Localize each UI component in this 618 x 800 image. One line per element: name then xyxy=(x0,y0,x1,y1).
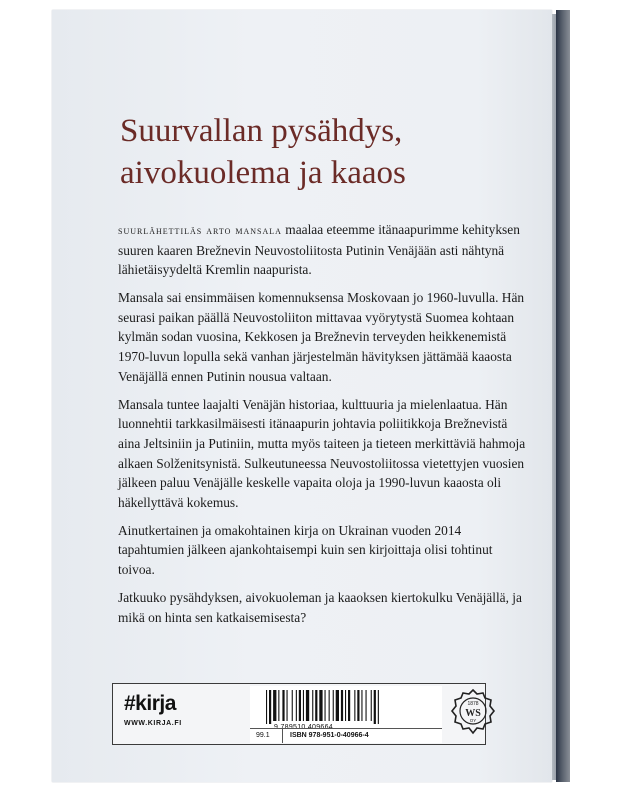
barcode-icon xyxy=(256,690,436,724)
barcode-bar xyxy=(292,690,293,721)
barcode-bar xyxy=(312,690,313,721)
barcode-bar xyxy=(266,690,267,724)
blurb xyxy=(118,220,530,636)
barcode-bar xyxy=(348,690,350,721)
seal-initials: WS xyxy=(465,708,481,719)
paragraph-1 xyxy=(118,220,530,280)
headline xyxy=(120,110,530,194)
barcode-bar xyxy=(296,690,297,721)
barcode-bar xyxy=(269,690,271,724)
paragraph-4: Ainutkertainen ja omakohtainen kirja on Ukrainan vuoden 2014 tapahtumien jälkeen ajankohtaisempi kuin sen kirjoittaja olisi tohtinut toivoa. xyxy=(118,522,493,577)
barcode-bar xyxy=(345,690,346,721)
isbn-row xyxy=(250,728,442,743)
paragraph-5: Jatkuuko pysähdyksen, aivokuoleman ja kaaoksen kiertokulku Venäjällä, ja mikä on hinta sen katkaisemisesta? xyxy=(118,590,522,625)
barcode-bar xyxy=(306,690,309,721)
barcode-bar xyxy=(278,690,279,721)
barcode-bar xyxy=(282,690,284,721)
seal-suffix: OY xyxy=(469,718,477,723)
price-code: 99.1 xyxy=(256,732,270,739)
barcode-bar xyxy=(336,690,339,721)
barcode-bar xyxy=(371,690,372,721)
isbn-number: ISBN 978-951-0-40966-4 xyxy=(290,732,369,739)
barcode-bar xyxy=(374,690,376,724)
barcode-bar xyxy=(315,690,317,721)
paragraph-1-text: maalaa eteemme itänaapurimme kehityksen suuren kaaren Brežnevin Neuvostoliitosta Putinin Venäjään asti nähtynä lähietäisyydeltä Kremlin naapurista. xyxy=(118,222,520,278)
paragraph-2: Mansala sai ensimmäisen komennuksensa Moskovaan jo 1960-luvulla. Hän seurasi paikan päällä Neuvostoliiton mittavaa vyörytystä Suomea kohtaan kylmän sodan vuosina, Kekkosen ja Brežnevin terveyden heikkenemistä 1970-luvun lopulla sekä vanhan järjestelmän hävityksen jättämää kaaosta Venäjällä ennen Putinin nousua valtaan. xyxy=(118,290,525,384)
publisher-url: WWW.KIRJA.FI xyxy=(124,720,182,727)
barcode-bar xyxy=(303,690,304,721)
barcode-bar xyxy=(273,690,276,721)
isbn-divider xyxy=(282,729,283,743)
headline-line-2: aivokuolema ja kaaos xyxy=(120,155,406,191)
publisher-logo xyxy=(124,692,216,727)
barcode-bar xyxy=(366,690,367,721)
barcode-bar xyxy=(325,690,326,721)
barcode-bar xyxy=(319,690,322,721)
barcode-bar xyxy=(354,690,355,721)
barcode-bar xyxy=(378,690,379,724)
barcode-bar xyxy=(333,690,334,721)
paragraph-3: Mansala tuntee laajalti Venäjän historiaa, kulttuuria ja mielenlaatua. Hän luonnehtii tarkkasilmäisesti itänaapurin johtavia poliitikkoja Brežnevistä aina Jeltsiniin ja Putiniin, mutta myös taiteen ja tieteen merkittäviä hahmoja alkaen Solženitsynistä. Sulkeutuneessa Neuvostoliitossa vietettyjen vuosien jälkeen paluu Venäjälle keskelle vapaita oloja ja 1990-luvun kaaosta oli häkellyttävä kokemus. xyxy=(118,396,526,510)
author-smallcaps: suurlähettiläs arto mansala xyxy=(118,223,282,237)
barcode-bar xyxy=(299,690,301,721)
barcode-bar xyxy=(287,690,288,721)
barcode-bar xyxy=(329,690,330,721)
barcode-bar xyxy=(357,690,359,721)
seal-year: 1878 xyxy=(467,701,479,707)
barcode-bar xyxy=(361,690,362,721)
headline-line-1: Suurvallan pysähdys, xyxy=(120,113,403,149)
wsoy-seal-icon xyxy=(450,688,496,738)
publisher-logo-text: #kirja xyxy=(124,692,176,715)
barcode-bar xyxy=(341,690,343,721)
book-spine xyxy=(556,10,570,782)
